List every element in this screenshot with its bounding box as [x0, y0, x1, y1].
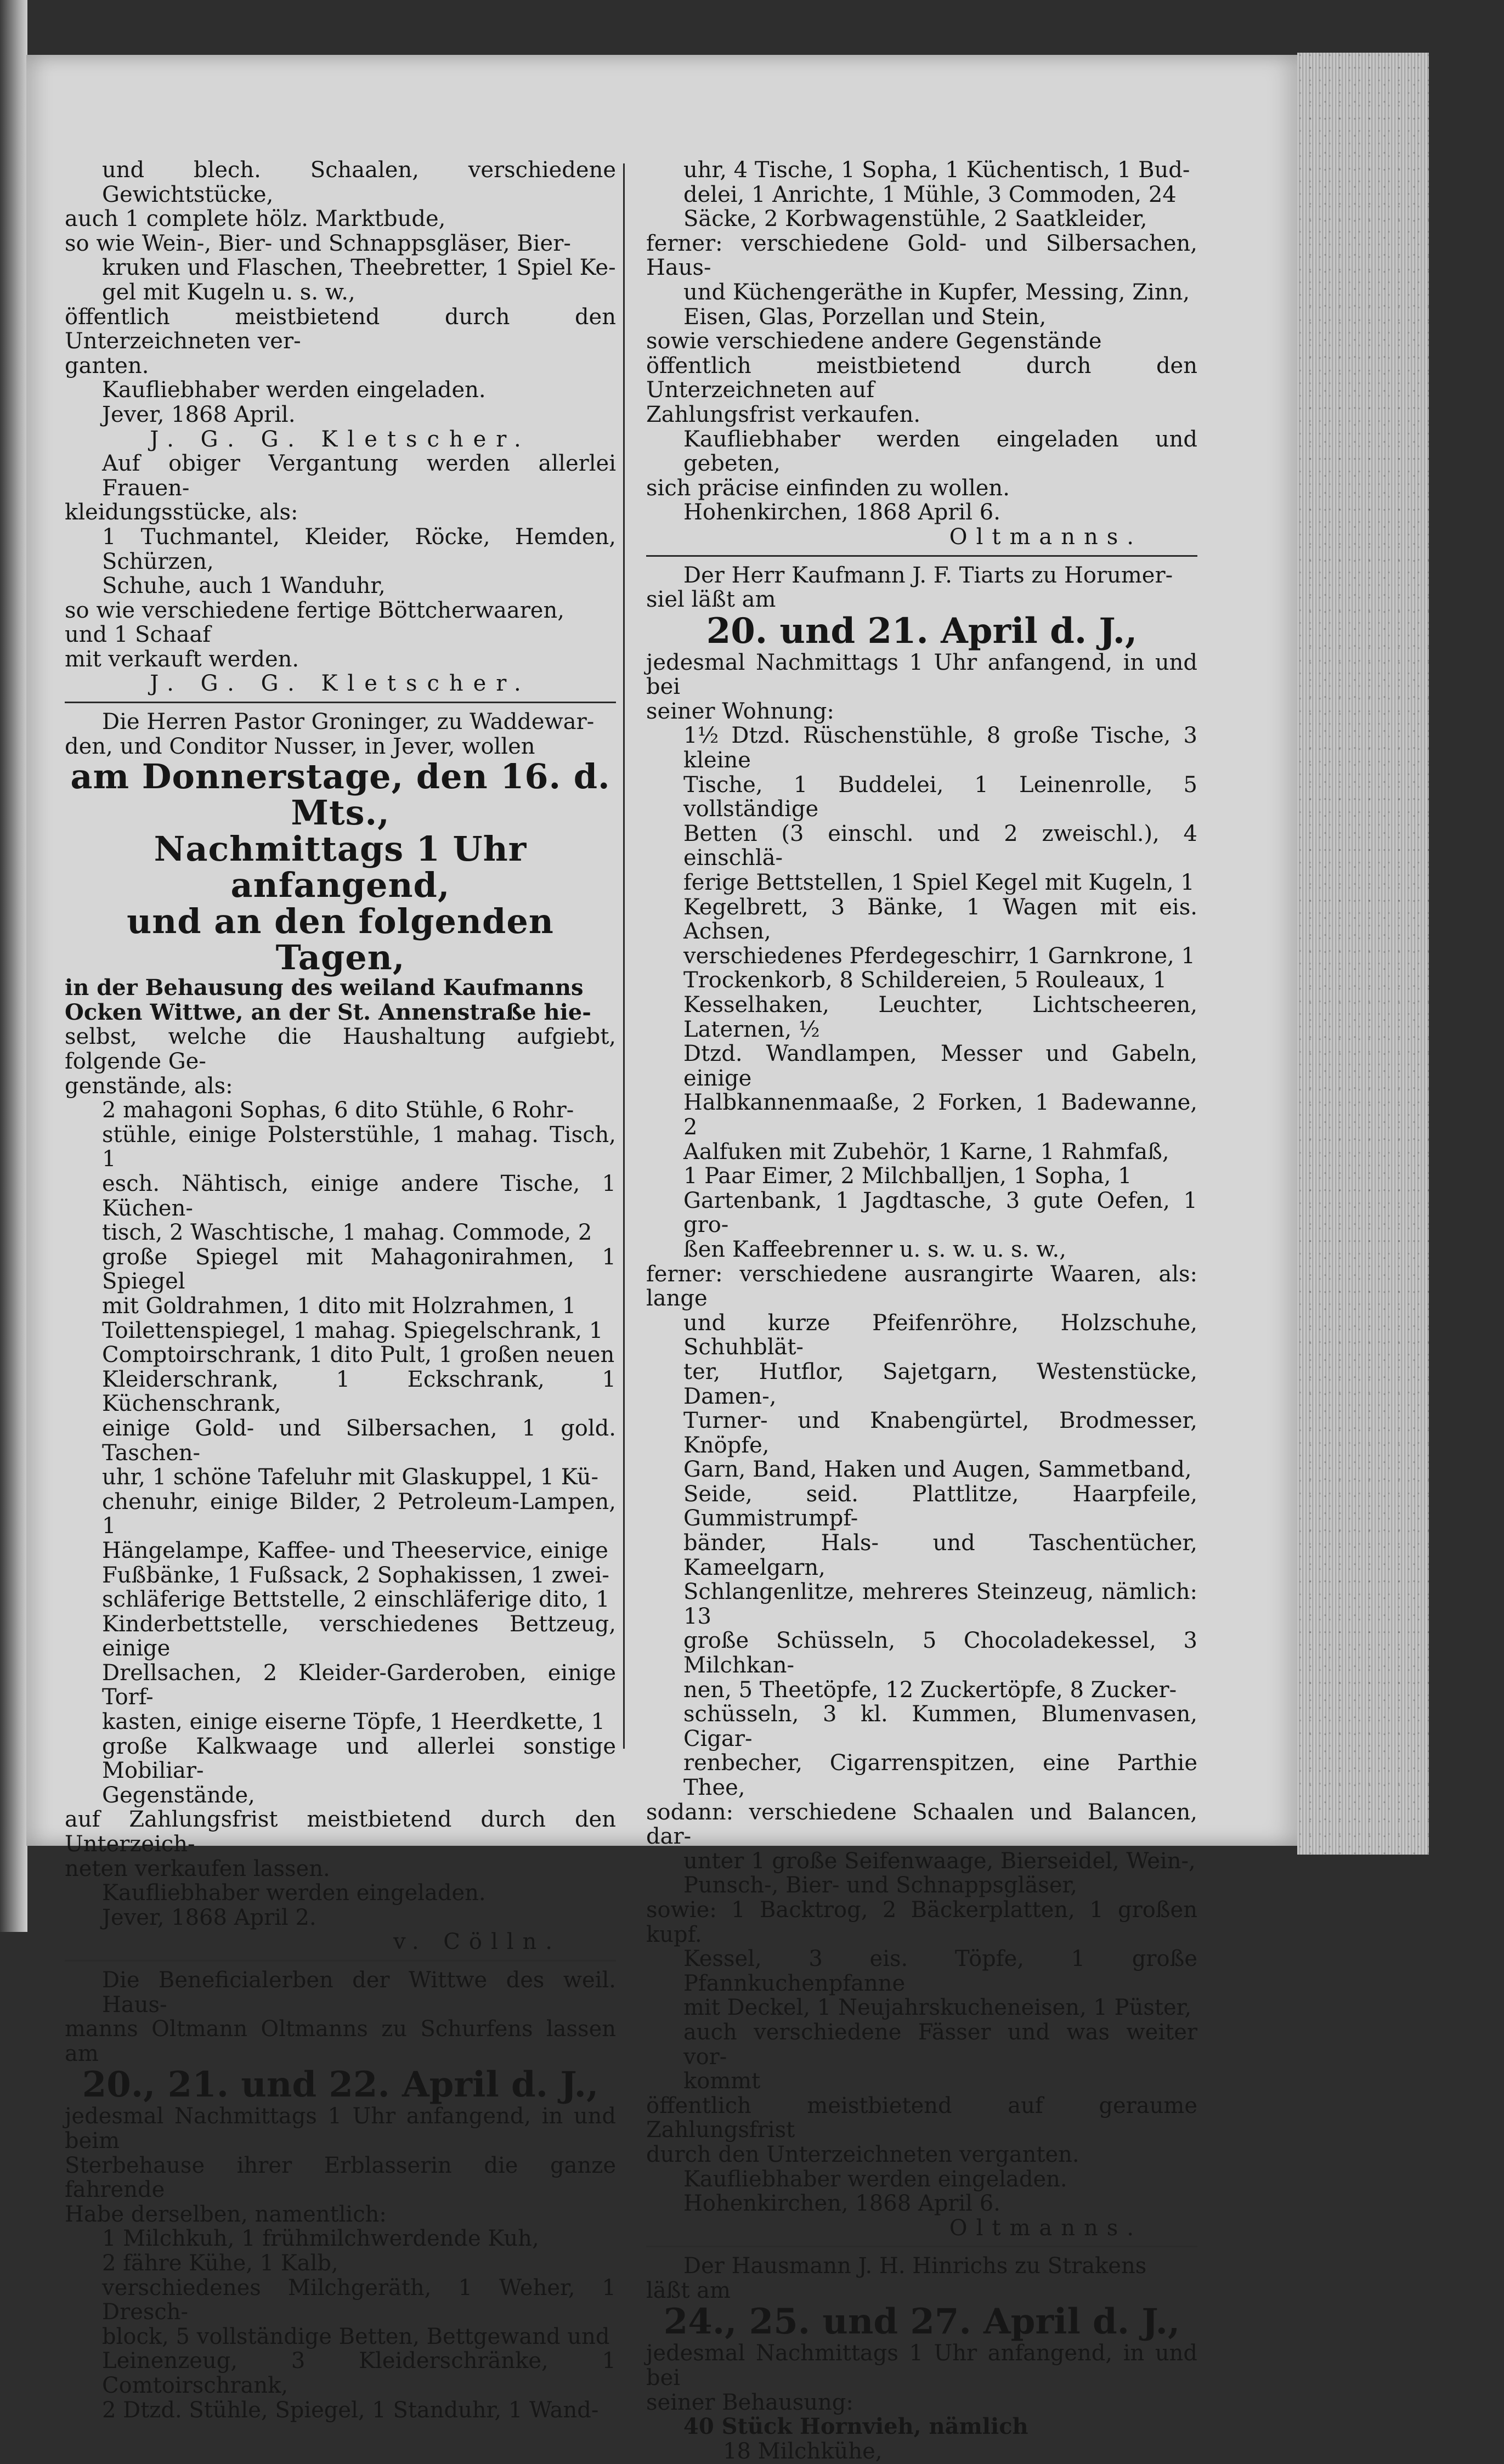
- text-line: Die Herren Pastor Groninger, zu Waddewar-: [102, 709, 595, 735]
- item-line: 1 Paar Eimer, 2 Milchballjen, 1 Sopha, 1: [683, 1163, 1132, 1189]
- text-line: so wie verschiedene fertige Böttcherwaaren,: [65, 597, 564, 623]
- text-line: jedesmal Nachmittags 1 Uhr anfangend, in und beim: [65, 2104, 616, 2154]
- item-line: Kinderbettstelle, verschiedenes Bettzeug, einige: [102, 1611, 616, 1661]
- text-line: Kaufliebhaber werden eingeladen und gebeten,: [683, 426, 1197, 477]
- text-line: öffentlich meistbietend auf geraume Zahlungsfrist: [646, 2093, 1197, 2143]
- notice-oltmanns-continued: [646, 158, 1197, 550]
- signature: Oltmanns.: [949, 524, 1143, 550]
- right-column: [646, 158, 1197, 2463]
- item-line: 2 mahagoni Sophas, 6 dito Stühle, 6 Rohr-: [102, 1098, 574, 1123]
- text-line: sowie verschiedene andere Gegenstände: [646, 329, 1102, 354]
- item-line: Tische, 1 Buddelei, 1 Leinenrolle, 5 vollständige: [683, 772, 1197, 822]
- item-line: Trockenkorb, 8 Schildereien, 5 Rouleaux, 1: [683, 968, 1167, 993]
- notice-tiarts: [646, 563, 1197, 2241]
- left-column: [65, 158, 616, 2422]
- text-line: Kaufliebhaber werden eingeladen.: [683, 2166, 1067, 2192]
- item-line: Halbkannenmaaße, 2 Forken, 1 Badewanne, 2: [683, 1090, 1197, 1140]
- text-line: 1 Tuchmantel, Kleider, Röcke, Hemden, Schürzen,: [102, 524, 616, 574]
- item-line: Hängelampe, Kaffee- und Theeservice, einige: [102, 1538, 608, 1563]
- text-line: Jever, 1868 April 2.: [102, 1904, 316, 1930]
- signature: J. G. G. Kletscher.: [150, 671, 531, 697]
- text-line: Hohenkirchen, 1868 April 6.: [683, 500, 1000, 525]
- column-divider: [623, 163, 625, 1749]
- signature: v. Cölln.: [393, 1929, 561, 1955]
- text-line: kleidungsstücke, als:: [65, 500, 298, 525]
- item-line: Punsch-, Bier- und Schnappsgläser,: [683, 1873, 1077, 1898]
- item-line: Leinenzeug, 3 Kleiderschränke, 1 Comtoirschrank,: [102, 2348, 616, 2398]
- text-line: Kaufliebhaber werden eingeladen.: [102, 1880, 486, 1906]
- item-line: 1½ Dtzd. Rüschenstühle, 8 große Tische, 3 kleine: [683, 723, 1197, 773]
- item-line: stühle, einige Polsterstühle, 1 mahag. Tisch, 1: [102, 1122, 616, 1172]
- signature: Oltmanns.: [949, 2215, 1143, 2241]
- item-line: verschiedenes Milchgeräth, 1 Weher, 1 Dresch-: [102, 2275, 616, 2325]
- item-line: Aalfuken mit Zubehör, 1 Karne, 1 Rahmfaß,: [683, 1139, 1169, 1165]
- item-line: unter 1 große Seifenwaage, Bierseidel, Wein-,: [683, 1848, 1196, 1874]
- text-line: Hohenkirchen, 1868 April 6.: [683, 2191, 1000, 2217]
- text-line: öffentlich meistbietend durch den Unterzeichneten auf: [646, 353, 1197, 403]
- item-line: Kessel, 3 eis. Töpfe, 1 große Pfannkuchenpfanne: [683, 1946, 1197, 1996]
- item-line: Kesselhaken, Leuchter, Lichtscheeren, Laternen, ½: [683, 992, 1197, 1042]
- auction-date-headline: am Donnerstage, den 16. d. Mts.,: [70, 756, 610, 833]
- text-line: Der Herr Kaufmann J. F. Tiarts zu Horumer-: [683, 562, 1173, 588]
- auction-days-headline: und an den folgenden Tagen,: [127, 901, 554, 978]
- text-line: durch den Unterzeichneten verganten.: [646, 2141, 1079, 2167]
- item-line: schüsseln, 3 kl. Kummen, Blumenvasen, Cigar-: [683, 1702, 1197, 1751]
- notice-oltmanns-heirs: [65, 1968, 616, 2422]
- item-line: Turner- und Knabengürtel, Brodmesser, Knöpfe,: [683, 1408, 1197, 1458]
- text-line: Sterbehause ihrer Erblasserin die ganze fahrende: [65, 2152, 616, 2203]
- item-line: 2 fähre Kühe, 1 Kalb,: [102, 2250, 338, 2276]
- notice-separator: [646, 555, 1197, 557]
- text-line: genstände, als:: [65, 1073, 233, 1099]
- notice-kletscher-auction: [65, 158, 616, 451]
- notice-separator: [65, 702, 616, 703]
- item-line: renbecher, Cigarrenspitzen, eine Parthie Thee,: [683, 1750, 1197, 1800]
- text-line: ferner: verschiedene ausrangirte Waaren, als: lange: [646, 1261, 1197, 1312]
- item-line: kasten, einige eiserne Töpfe, 1 Heerdkette, 1: [102, 1709, 605, 1735]
- text-line: Kaufliebhaber werden eingeladen.: [102, 377, 486, 403]
- text-line: und 1 Schaaf: [65, 622, 211, 648]
- signature: J. G. G. Kletscher.: [150, 426, 531, 452]
- item-line: uhr, 1 schöne Tafeluhr mit Glaskuppel, 1 Kü-: [102, 1465, 598, 1490]
- notice-separator: [646, 2246, 1197, 2247]
- item-line: ferige Bettstellen, 1 Spiel Kegel mit Kugeln, 1: [683, 870, 1195, 896]
- text-line: und blech. Schaalen, verschiedene Gewichtstücke,: [102, 157, 616, 207]
- notice-groninger-nusser: [65, 710, 616, 1954]
- item-line: große Spiegel mit Mahagonirahmen, 1 Spiegel: [102, 1244, 616, 1295]
- text-line: kruken und Flaschen, Theebretter, 1 Spiel Ke-: [102, 255, 616, 281]
- item-line: block, 5 vollständige Betten, Bettgewand und: [102, 2324, 610, 2349]
- item-line: Seide, seid. Plattlitze, Haarpfeile, Gummistrumpf-: [683, 1481, 1197, 1531]
- item-line: 18 Milchkühe,: [723, 2438, 883, 2464]
- item-line: esch. Nähtisch, einige andere Tische, 1 Küchen-: [102, 1171, 616, 1221]
- text-line: auch 1 complete hölz. Marktbude,: [65, 206, 446, 232]
- item-line: große Kalkwaage und allerlei sonstige Mobiliar-: [102, 1733, 616, 1784]
- previous-page-edge: [0, 0, 27, 1932]
- text-line: sodann: verschiedene Schaalen und Balancen, dar-: [646, 1799, 1197, 1850]
- item-line: ßen Kaffeebrenner u. s. w. u. s. w.,: [683, 1236, 1066, 1262]
- auction-date-headline: 20., 21. und 22. April d. J.,: [82, 2064, 599, 2106]
- auction-date-headline: 24., 25. und 27. April d. J.,: [663, 2301, 1180, 2343]
- text-line: ganten.: [65, 353, 149, 378]
- text-line: Eisen, Glas, Porzellan und Stein,: [683, 304, 1047, 330]
- item-line: große Schüsseln, 5 Chocoladekessel, 3 Milchkan-: [683, 1628, 1197, 1679]
- text-line: Schuhe, auch 1 Wanduhr,: [102, 573, 386, 599]
- text-line: Ocken Wittwe, an der St. Annenstraße hie-: [65, 999, 591, 1025]
- text-line: seiner Behausung:: [646, 2389, 853, 2415]
- text-line: sowie: 1 Backtrog, 2 Bäckerplatten, 1 großen kupf.: [646, 1897, 1197, 1947]
- item-line: uhr, 4 Tische, 1 Sopha, 1 Küchentisch, 1 Bud-: [683, 157, 1190, 183]
- notice-hinrichs: [646, 2254, 1197, 2463]
- item-line: 1 Milchkuh, 1 frühmilchwerdende Kuh,: [102, 2226, 539, 2252]
- text-line: den, und Conditor Nusser, in Jever, wollen: [65, 733, 535, 759]
- item-line: Fußbänke, 1 Fußsack, 2 Sophakissen, 1 zwei-: [102, 1562, 609, 1588]
- text-line: siel läßt am: [646, 587, 776, 613]
- item-line: schläferige Bettstelle, 2 einschläferige dito, 1: [102, 1587, 610, 1613]
- text-line: sich präcise einfinden zu wollen.: [646, 475, 1010, 501]
- text-line: Die Beneficialerben der Wittwe des weil. Haus-: [102, 1968, 616, 2017]
- text-line: läßt am: [646, 2277, 731, 2303]
- item-line: delei, 1 Anrichte, 1 Mühle, 3 Commoden, 24: [683, 182, 1177, 207]
- text-line: ferner: verschiedene Gold- und Silbersachen, Haus-: [646, 230, 1197, 281]
- item-line: Kleiderschrank, 1 Eckschrank, 1 Küchenschrank,: [102, 1366, 616, 1417]
- text-line: auf Zahlungsfrist meistbietend durch den Unterzeich-: [65, 1807, 616, 1857]
- item-line: kommt: [683, 2069, 761, 2094]
- item-line: Kegelbrett, 3 Bänke, 1 Wagen mit eis. Achsen,: [683, 894, 1197, 945]
- auction-date-headline: 20. und 21. April d. J.,: [706, 610, 1138, 652]
- item-line: Comptoirschrank, 1 dito Pult, 1 großen neuen: [102, 1342, 615, 1368]
- item-line: Gartenbank, 1 Jagdtasche, 3 gute Oefen, 1 gro-: [683, 1188, 1197, 1238]
- auction-time-headline: Nachmittags 1 Uhr anfangend,: [154, 829, 527, 906]
- text-line: Jever, 1868 April.: [102, 402, 296, 427]
- item-line: 2 Dtzd. Stühle, Spiegel, 1 Standuhr, 1 Wand-: [102, 2397, 599, 2423]
- text-line: seiner Wohnung:: [646, 698, 834, 724]
- item-line: Toilettenspiegel, 1 mahag. Spiegelschrank, 1: [102, 1318, 603, 1343]
- text-line: öffentlich meistbietend durch den Unterzeichneten ver-: [65, 304, 616, 354]
- item-line: chenuhr, einige Bilder, 2 Petroleum-Lampen, 1: [102, 1489, 616, 1539]
- text-line: manns Oltmann Oltmanns zu Schurfens lassen am: [65, 2016, 616, 2066]
- text-line: neten verkaufen lassen.: [65, 1856, 330, 1881]
- item-line: nen, 5 Theetöpfe, 12 Zuckertöpfe, 8 Zucker-: [683, 1677, 1177, 1703]
- item-line: Schlangenlitze, mehreres Steinzeug, nämlich: 13: [683, 1579, 1197, 1629]
- notice-separator: [65, 1960, 616, 1962]
- item-line: verschiedenes Pferdegeschirr, 1 Garnkrone, 1: [683, 943, 1195, 969]
- text-line: und Küchengeräthe in Kupfer, Messing, Zinn,: [683, 279, 1190, 305]
- text-line: Der Hausmann J. H. Hinrichs zu Strakens: [683, 2253, 1147, 2279]
- item-line: bänder, Hals- und Taschentücher, Kameelgarn,: [683, 1530, 1197, 1580]
- item-line: tisch, 2 Waschtische, 1 mahag. Commode, 2: [102, 1220, 592, 1246]
- text-line: Habe derselben, namentlich:: [65, 2201, 387, 2227]
- item-line: auch verschiedene Fässer und was weiter vor-: [683, 2019, 1197, 2070]
- item-line: Säcke, 2 Korbwagenstühle, 2 Saatkleider,: [683, 206, 1147, 232]
- text-line: jedesmal Nachmittags 1 Uhr anfangend, in und bei: [646, 649, 1197, 700]
- item-line: und kurze Pfeifenröhre, Holzschuhe, Schuhblät-: [683, 1310, 1197, 1360]
- text-line: Auf obiger Vergantung werden allerlei Frauen-: [102, 451, 616, 501]
- item-line: einige Gold- und Silbersachen, 1 gold. Taschen-: [102, 1415, 616, 1466]
- item-line: mit Deckel, 1 Neujahrskucheneisen, 1 Püster,: [683, 1995, 1192, 2021]
- item-line: Betten (3 einschl. und 2 zweischl.), 4 einschlä-: [683, 821, 1197, 871]
- item-line: Dtzd. Wandlampen, Messer und Gabeln, einige: [683, 1041, 1197, 1091]
- item-line: Drellsachen, 2 Kleider-Garderoben, einige Torf-: [102, 1660, 616, 1710]
- item-line: mit Goldrahmen, 1 dito mit Holzrahmen, 1: [102, 1293, 576, 1319]
- item-line: Gegenstände,: [102, 1782, 255, 1808]
- text-line: selbst, welche die Haushaltung aufgiebt, folgende Ge-: [65, 1024, 616, 1075]
- item-line: 40 Stück Hornvieh, nämlich: [683, 2414, 1028, 2440]
- book-page-edges: [1297, 53, 1429, 1855]
- text-line: so wie Wein-, Bier- und Schnappsgläser, Bier-: [65, 230, 571, 256]
- item-line: Garn, Band, Haken und Augen, Sammetband,: [683, 1457, 1192, 1483]
- item-line: ter, Hutflor, Sajetgarn, Westenstücke, Damen-,: [683, 1359, 1197, 1409]
- notice-womens-clothing: [65, 451, 616, 696]
- text-line: in der Behausung des weiland Kaufmanns: [65, 975, 584, 1001]
- text-line: gel mit Kugeln u. s. w.,: [102, 279, 355, 305]
- text-line: mit verkauft werden.: [65, 646, 299, 672]
- text-line: Zahlungsfrist verkaufen.: [646, 402, 921, 427]
- text-line: jedesmal Nachmittags 1 Uhr anfangend, in und bei: [646, 2341, 1197, 2391]
